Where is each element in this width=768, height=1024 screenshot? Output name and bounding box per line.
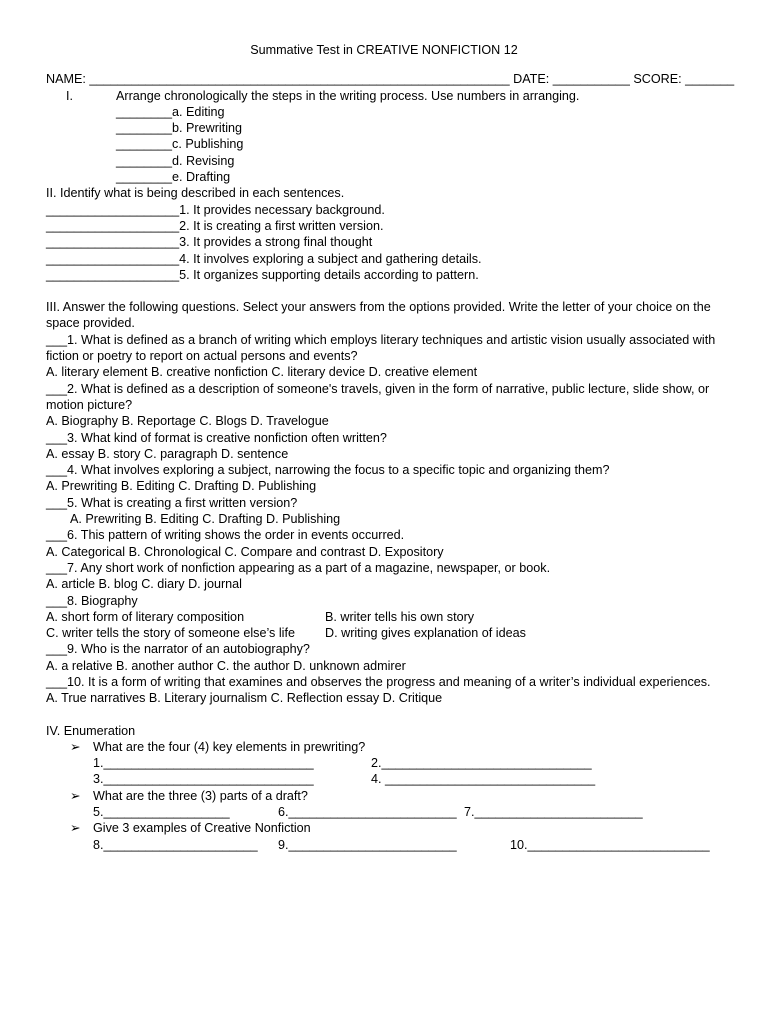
section-2-item: ___________________4. It involves exploring a subject and gathering details. xyxy=(46,251,482,266)
question-3-options: A. essay B. story C. paragraph D. sentence xyxy=(46,446,289,461)
spacer xyxy=(46,283,722,299)
question-3: ___3. What kind of format is creative nonfiction often written? xyxy=(46,430,387,445)
answer-blanks-row xyxy=(46,804,722,820)
spacer xyxy=(46,707,722,723)
section-3-instruction: III. Answer the following questions. Select your answers from the options provided. Write the letter of your choice on the space provided. xyxy=(46,300,711,331)
section-2-instruction: II. Identify what is being described in each sentences. xyxy=(46,186,345,201)
answer-blank-1: 1.______________________________ xyxy=(93,756,314,771)
section-1-item: ________a. Editing xyxy=(116,104,225,119)
section-2-item: ___________________3. It provides a strong final thought xyxy=(46,235,373,250)
question-2: ___2. What is defined as a description of someone's travels, given in the form of narrative, public lecture, slide show, or motion picture? xyxy=(46,381,710,412)
enumeration-item-2 xyxy=(46,788,722,804)
question-8: ___8. Biography xyxy=(46,593,138,608)
answer-blanks-row xyxy=(46,837,722,853)
answer-blank-9: 9.________________________ xyxy=(278,837,457,852)
question-10: ___10. It is a form of writing that examines and observes the progress and meaning of a writer’s individual experiences. xyxy=(46,674,711,689)
question-8-option-a: A. short form of literary composition xyxy=(46,609,245,624)
question-10-options: A. True narratives B. Literary journalism C. Reflection essay D. Critique xyxy=(46,691,443,706)
answer-blank-10: 10.__________________________ xyxy=(510,837,710,852)
enumeration-item-3 xyxy=(46,820,722,836)
answer-blank-7: 7.________________________ xyxy=(464,805,643,820)
answer-blank-8: 8.______________________ xyxy=(93,837,258,852)
enumeration-question-3: Give 3 examples of Creative Nonfiction xyxy=(93,821,311,836)
question-4-options: A. Prewriting B. Editing C. Drafting D. Publishing xyxy=(46,479,317,494)
question-9-options: A. a relative B. another author C. the author D. unknown admirer xyxy=(46,658,406,673)
answer-blanks-row xyxy=(46,771,722,787)
section-1-number: I. xyxy=(66,88,73,103)
answer-blank-3: 3.______________________________ xyxy=(93,772,314,787)
section-1-item: ________c. Publishing xyxy=(116,137,244,152)
arrow-bullet-icon: ➢ xyxy=(70,788,81,803)
question-5-options: A. Prewriting B. Editing C. Drafting D. Publishing xyxy=(70,512,341,527)
section-2-item: ___________________5. It organizes supporting details according to pattern. xyxy=(46,267,479,282)
answer-blank-2: 2.______________________________ xyxy=(371,756,592,771)
section-1-instruction xyxy=(46,88,722,104)
question-2-options: A. Biography B. Reportage C. Blogs D. Travelogue xyxy=(46,414,329,429)
header-fields: NAME: ____________________________________________________________ DATE: ___________ SCORE: _______ xyxy=(46,72,735,87)
question-8-option-b: B. writer tells his own story xyxy=(325,609,475,624)
section-4-heading: IV. Enumeration xyxy=(46,723,136,738)
question-5: ___5. What is creating a first written version? xyxy=(46,495,298,510)
section-1-item: ________d. Revising xyxy=(116,153,235,168)
section-2-item: ___________________2. It is creating a first written version. xyxy=(46,218,384,233)
answer-blank-4: 4. ______________________________ xyxy=(371,772,596,787)
answer-blank-5: 5.__________________ xyxy=(93,805,230,820)
question-1: ___1. What is defined as a branch of writing which employs literary techniques and artistic vision usually associated with fiction or poetry to report on actual persons and events? xyxy=(46,332,716,364)
enumeration-question-2: What are the three (3) parts of a draft? xyxy=(93,788,308,803)
section-1-item: ________e. Drafting xyxy=(116,170,231,185)
question-1-options: A. literary element B. creative nonfiction C. literary device D. creative element xyxy=(46,365,478,380)
enumeration-item-1 xyxy=(46,739,722,755)
section-2-item: ___________________1. It provides necessary background. xyxy=(46,202,385,217)
question-8-options-row-2 xyxy=(46,625,722,641)
question-8-option-c: C. writer tells the story of someone else’s life xyxy=(46,626,295,641)
section-1-text: Arrange chronologically the steps in the writing process. Use numbers in arranging. xyxy=(116,88,580,103)
question-6: ___6. This pattern of writing shows the order in events occurred. xyxy=(46,528,405,543)
section-1-item: ________b. Prewriting xyxy=(116,121,243,136)
arrow-bullet-icon: ➢ xyxy=(70,739,81,754)
question-7-options: A. article B. blog C. diary D. journal xyxy=(46,577,242,592)
arrow-bullet-icon: ➢ xyxy=(70,821,81,836)
question-9: ___9. Who is the narrator of an autobiography? xyxy=(46,642,310,657)
answer-blanks-row xyxy=(46,755,722,771)
page-title: Summative Test in CREATIVE NONFICTION 12 xyxy=(250,43,518,57)
enumeration-question-1: What are the four (4) key elements in prewriting? xyxy=(93,739,366,754)
question-4: ___4. What involves exploring a subject, narrowing the focus to a specific topic and organizing them? xyxy=(46,463,610,478)
question-8-options-row-1 xyxy=(46,609,722,625)
question-7: ___7. Any short work of nonfiction appearing as a part of a magazine, newspaper, or book. xyxy=(46,560,551,575)
question-6-options: A. Categorical B. Chronological C. Compare and contrast D. Expository xyxy=(46,544,444,559)
question-8-option-d: D. writing gives explanation of ideas xyxy=(325,626,526,641)
answer-blank-6: 6.________________________ xyxy=(278,805,457,820)
